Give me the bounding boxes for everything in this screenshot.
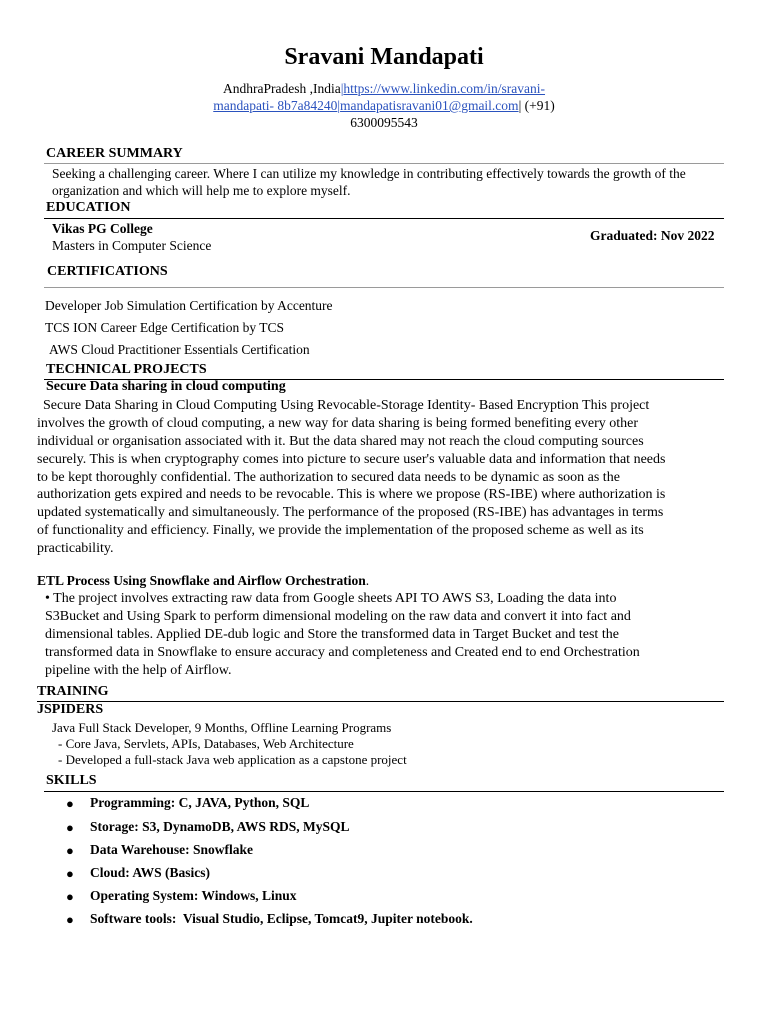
- project-title: [37, 572, 369, 589]
- training-heading: TRAINING: [37, 684, 109, 699]
- bullet-icon: ●: [66, 820, 74, 835]
- certification-item: AWS Cloud Practitioner Essentials Certification: [49, 342, 310, 357]
- certifications-heading: CERTIFICATIONS: [47, 264, 168, 279]
- section-divider: [44, 163, 724, 164]
- project-description-line: authorization gets expired and needs to be revocable. This is where we propose (RS-IBE) where authorization is: [37, 487, 666, 502]
- education-heading: EDUCATION: [46, 200, 131, 215]
- training-line: - Developed a full-stack Java web application as a capstone project: [58, 752, 407, 767]
- section-divider: [37, 701, 724, 702]
- contact-block: [200, 80, 568, 131]
- phone-prefix: | (+91): [518, 98, 555, 113]
- skill-item: Cloud: AWS (Basics): [90, 865, 211, 880]
- career-summary-line: Seeking a challenging career. Where I can utilize my knowledge in contributing effectively towards the growth of the: [52, 166, 686, 181]
- bullet-icon: ●: [66, 912, 74, 927]
- training-line: - Core Java, Servlets, APIs, Databases, Web Architecture: [58, 736, 354, 751]
- project-description-line: • The project involves extracting raw data from Google sheets API TO AWS S3, Loading the data into: [45, 591, 617, 606]
- certification-item: Developer Job Simulation Certification by Accenture: [45, 298, 333, 313]
- training-organization: JSPIDERS: [37, 702, 104, 717]
- technical-projects-heading: TECHNICAL PROJECTS: [46, 362, 207, 377]
- section-divider: [44, 287, 724, 288]
- project-title-suffix: .: [365, 573, 370, 588]
- training-line: Java Full Stack Developer, 9 Months, Offline Learning Programs: [52, 720, 392, 735]
- career-summary-line: organization and which will help me to explore myself.: [52, 183, 351, 198]
- project-description-line: Secure Data Sharing in Cloud Computing Using Revocable-Storage Identity- Based Encryption This project: [43, 398, 650, 413]
- project-description-line: involves the growth of cloud computing, a new way for data sharing is being formed benefiting every other: [37, 416, 639, 431]
- email-link[interactable]: mandapatisravani01@gmail.com: [340, 98, 519, 113]
- project-description-line: dimensional tables. Applied DE-dub logic and Store the transformed data in Target Bucket and test the: [45, 627, 619, 642]
- project-description-line: practicability.: [37, 541, 114, 556]
- linkedin-link-part2[interactable]: mandapati- 8b7a84240: [213, 98, 338, 113]
- linkedin-link-part1[interactable]: https://www.linkedin.com/in/sravani-: [343, 81, 546, 96]
- separator: |: [340, 81, 344, 96]
- skill-item: Software tools: Visual Studio, Eclipse, Tomcat9, Jupiter notebook.: [90, 911, 473, 926]
- project-description-line: securely. This is when cryptography comes into picture to secure user's valuable data and information that needs: [37, 452, 666, 467]
- project-title-text: ETL Process Using Snowflake and Airflow Orchestration: [37, 573, 366, 588]
- section-divider: [44, 791, 724, 792]
- phone-number: 6300095543: [350, 115, 418, 130]
- skill-item: Operating System: Windows, Linux: [90, 888, 297, 903]
- bullet-icon: ●: [66, 796, 74, 811]
- skill-item: Storage: S3, DynamoDB, AWS RDS, MySQL: [90, 819, 350, 834]
- resume-name: Sravani Mandapati: [284, 44, 484, 70]
- skill-item: Data Warehouse: Snowflake: [90, 842, 254, 857]
- skill-item: Programming: C, JAVA, Python, SQL: [90, 795, 310, 810]
- project-title: Secure Data sharing in cloud computing: [46, 379, 286, 394]
- bullet-icon: ●: [66, 866, 74, 881]
- project-description-line: of functionality and efficiency. Finally, we provide the implementation of the proposed scheme as well as its: [37, 523, 644, 538]
- skills-heading: SKILLS: [46, 773, 97, 788]
- separator: |: [337, 98, 341, 113]
- location: AndhraPradesh ,India: [222, 81, 341, 96]
- graduation-date: Graduated: Nov 2022: [590, 228, 715, 243]
- bullet-icon: ●: [66, 889, 74, 904]
- degree: Masters in Computer Science: [52, 238, 212, 253]
- project-description-line: S3Bucket and Using Spark to perform dimensional modeling on the raw data and convert it into fact and: [45, 609, 631, 624]
- section-divider: [44, 218, 724, 219]
- bullet-icon: ●: [66, 843, 74, 858]
- project-description-line: individual or organisation associated with it. But the data shared may not reach the cloud computing sources: [37, 434, 644, 449]
- project-description-line: updated systematically and simultaneously. The performance of the proposed (RS-IBE) has advantages in terms: [37, 505, 664, 520]
- project-description-line: transformed data in Snowflake to ensure accuracy and completeness and Created end to end Orchestration: [45, 645, 640, 660]
- project-description-line: to be kept thoroughly confidential. The authorization to secured data needs to be dynamic as soon as the: [37, 470, 620, 485]
- certification-item: TCS ION Career Edge Certification by TCS: [45, 320, 284, 335]
- project-description-line: pipeline with the help of Airflow.: [45, 663, 232, 678]
- career-summary-heading: CAREER SUMMARY: [46, 146, 183, 161]
- college-name: Vikas PG College: [52, 221, 153, 236]
